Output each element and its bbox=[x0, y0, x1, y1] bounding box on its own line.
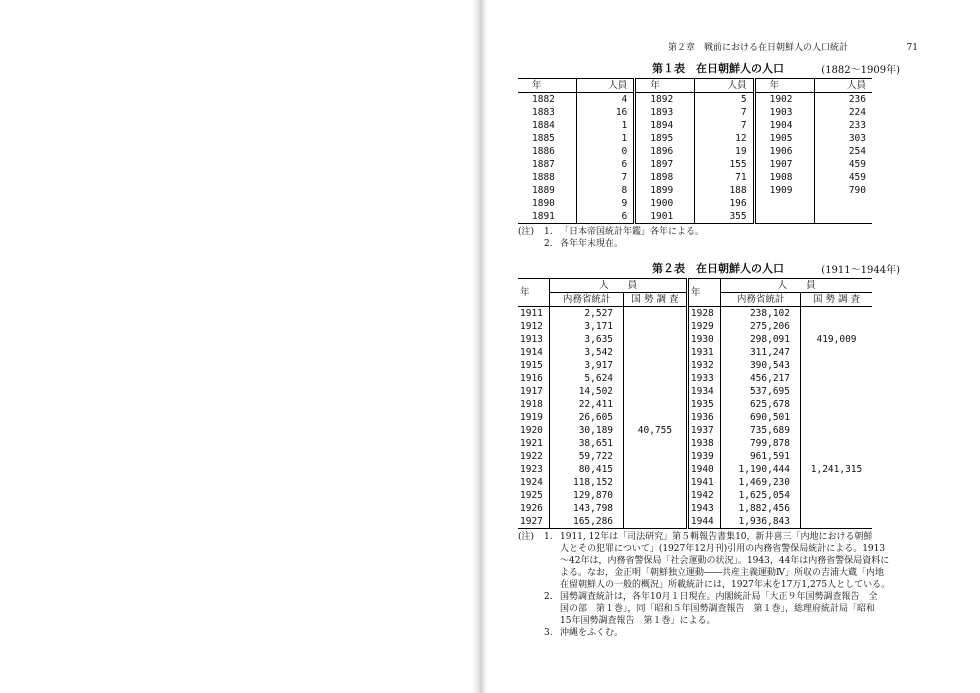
table2-title: 第２表 在日朝鮮人の人口 bbox=[652, 262, 784, 275]
home-ministry-cell: 1,882,456 bbox=[721, 502, 801, 515]
year-cell: 1886 bbox=[532, 146, 555, 157]
year-cell: 1898 bbox=[635, 171, 695, 184]
count-cell: 8 bbox=[577, 184, 635, 197]
home-ministry-cell: 1,190,444 bbox=[721, 463, 801, 476]
table-row bbox=[518, 119, 872, 132]
table1 bbox=[518, 78, 872, 224]
census-cell bbox=[801, 359, 873, 372]
table1-notes bbox=[518, 226, 918, 250]
home-ministry-cell: 799,878 bbox=[721, 437, 801, 450]
year-cell: 1913 bbox=[520, 334, 543, 345]
count-cell: 155 bbox=[695, 158, 754, 171]
table1-body bbox=[518, 93, 872, 224]
year-cell: 1929 bbox=[687, 320, 720, 333]
home-ministry-cell: 275,206 bbox=[721, 320, 801, 333]
table-row bbox=[518, 106, 872, 119]
census-cell bbox=[624, 437, 688, 450]
year-cell: 1916 bbox=[520, 373, 543, 384]
count-cell: 19 bbox=[695, 145, 754, 158]
census-cell bbox=[801, 515, 873, 529]
year-cell: 1889 bbox=[532, 185, 555, 196]
home-ministry-cell: 165,286 bbox=[550, 515, 624, 529]
table-row bbox=[518, 398, 872, 411]
table2-notes bbox=[518, 531, 918, 639]
note-text: 在留朝鮮人の一般的概況」所載統計には，1927年末を17万1,275人としている。 bbox=[560, 580, 891, 590]
home-ministry-cell: 80,415 bbox=[550, 463, 624, 476]
census-cell bbox=[801, 502, 873, 515]
year-cell: 1883 bbox=[532, 107, 555, 118]
table-row bbox=[518, 424, 872, 437]
table1-col-people: 人員 bbox=[814, 79, 872, 93]
table-row bbox=[518, 346, 872, 359]
note-number bbox=[544, 603, 560, 615]
count-cell: 6 bbox=[577, 158, 635, 171]
count-cell: 7 bbox=[695, 106, 754, 119]
count-cell: 0 bbox=[577, 145, 635, 158]
year-cell: 1896 bbox=[635, 145, 695, 158]
census-cell bbox=[801, 320, 873, 333]
count-cell: 5 bbox=[695, 93, 754, 107]
table2-year-range: (1911～1944年) bbox=[821, 265, 900, 276]
table-row bbox=[518, 93, 872, 107]
table2-note-line bbox=[518, 579, 918, 591]
year-cell: 1926 bbox=[520, 503, 543, 514]
note-text: 各年年末現在。 bbox=[560, 239, 624, 249]
note-text: 15年国勢調査報告 第１巻」による。 bbox=[560, 616, 716, 626]
table2-note-line bbox=[518, 567, 918, 579]
year-cell: 1933 bbox=[687, 372, 720, 385]
note-number: 1. bbox=[544, 532, 553, 542]
census-cell bbox=[624, 450, 688, 463]
year-cell: 1882 bbox=[532, 94, 555, 105]
year-cell: 1892 bbox=[635, 93, 695, 107]
count-cell: 196 bbox=[695, 197, 754, 210]
census-cell bbox=[624, 411, 688, 424]
census-cell bbox=[624, 320, 688, 333]
year-cell: 1919 bbox=[520, 412, 543, 423]
table-row bbox=[518, 333, 872, 346]
census-cell bbox=[624, 502, 688, 515]
year-cell: 1893 bbox=[635, 106, 695, 119]
table-row bbox=[518, 372, 872, 385]
home-ministry-cell: 38,651 bbox=[550, 437, 624, 450]
census-cell bbox=[624, 489, 688, 502]
census-cell bbox=[624, 463, 688, 476]
note-text: 人とその犯罪について」(1927年12月刊)引用の内務省警保局統計による。1913 bbox=[560, 544, 886, 554]
census-cell bbox=[624, 333, 688, 346]
census-cell bbox=[624, 346, 688, 359]
year-cell: 1921 bbox=[520, 438, 543, 449]
table-row bbox=[518, 145, 872, 158]
year-cell: 1941 bbox=[687, 476, 720, 489]
table1-header-row bbox=[518, 79, 872, 93]
home-ministry-cell: 625,678 bbox=[721, 398, 801, 411]
table2-col-year: 年 bbox=[687, 279, 720, 307]
count-cell: 188 bbox=[695, 184, 754, 197]
census-cell bbox=[801, 476, 873, 489]
year-cell: 1938 bbox=[687, 437, 720, 450]
table2-col-census: 国 勢 調 査 bbox=[624, 293, 688, 307]
year-cell: 1943 bbox=[687, 502, 720, 515]
count-cell: 7 bbox=[577, 171, 635, 184]
chapter-title: 第２章 戦前における在日朝鮮人の人口統計 bbox=[668, 43, 849, 53]
table2-note-line bbox=[518, 603, 918, 615]
year-cell: 1937 bbox=[687, 424, 720, 437]
home-ministry-cell: 690,501 bbox=[721, 411, 801, 424]
notes-label bbox=[518, 603, 544, 615]
count-cell: 9 bbox=[577, 197, 635, 210]
table-row bbox=[518, 515, 872, 529]
page-number: 71 bbox=[906, 43, 918, 53]
table-row bbox=[518, 450, 872, 463]
table2-col-home-ministry: 内務省統計 bbox=[721, 293, 801, 307]
table2-body bbox=[518, 307, 872, 529]
home-ministry-cell: 1,936,843 bbox=[721, 515, 801, 529]
home-ministry-cell: 456,217 bbox=[721, 372, 801, 385]
note-number: 1. bbox=[544, 227, 553, 237]
note-text: よる。なお，金正明「朝鮮独立運動――共産主義運動Ⅳ」所収の吉浦大蔵「内地 bbox=[560, 568, 884, 578]
notes-label bbox=[518, 615, 544, 627]
census-cell bbox=[801, 385, 873, 398]
table-row bbox=[518, 476, 872, 489]
table2-col-home-ministry: 内務省統計 bbox=[550, 293, 624, 307]
year-cell: 1939 bbox=[687, 450, 720, 463]
home-ministry-cell: 3,917 bbox=[550, 359, 624, 372]
notes-label: (注) bbox=[518, 227, 535, 237]
year-cell: 1931 bbox=[687, 346, 720, 359]
running-header bbox=[518, 40, 918, 60]
table2-col-people: 人 員 bbox=[550, 279, 688, 293]
year-cell: 1899 bbox=[635, 184, 695, 197]
table1-col-year: 年 bbox=[518, 79, 577, 93]
count-cell: 4 bbox=[577, 93, 635, 107]
table1-note bbox=[518, 238, 918, 250]
count-cell: 303 bbox=[814, 132, 872, 145]
census-cell bbox=[801, 307, 873, 321]
year-cell: 1936 bbox=[687, 411, 720, 424]
table1-col-year: 年 bbox=[754, 79, 814, 93]
census-cell bbox=[801, 346, 873, 359]
count-cell: 233 bbox=[814, 119, 872, 132]
year-cell: 1907 bbox=[754, 158, 814, 171]
year-cell: 1905 bbox=[754, 132, 814, 145]
year-cell: 1903 bbox=[754, 106, 814, 119]
year-cell: 1922 bbox=[520, 451, 543, 462]
home-ministry-cell: 3,171 bbox=[550, 320, 624, 333]
note-number: 3. bbox=[544, 628, 553, 638]
table2-note-line bbox=[518, 543, 918, 555]
census-cell bbox=[624, 398, 688, 411]
year-cell: 1914 bbox=[520, 347, 543, 358]
year-cell: 1885 bbox=[532, 133, 555, 144]
table2-note-line bbox=[518, 615, 918, 627]
count-cell: 12 bbox=[695, 132, 754, 145]
year-cell: 1920 bbox=[520, 425, 543, 436]
year-cell: 1934 bbox=[687, 385, 720, 398]
census-cell bbox=[801, 424, 873, 437]
census-cell bbox=[801, 372, 873, 385]
notes-label bbox=[518, 579, 544, 591]
note-number bbox=[544, 615, 560, 627]
home-ministry-cell: 118,152 bbox=[550, 476, 624, 489]
census-cell: 1,241,315 bbox=[801, 463, 873, 476]
table-row bbox=[518, 489, 872, 502]
year-cell: 1897 bbox=[635, 158, 695, 171]
table-row bbox=[518, 132, 872, 145]
census-cell bbox=[624, 515, 688, 529]
note-number: 2. bbox=[544, 239, 553, 249]
table-row bbox=[518, 210, 872, 224]
count-cell: 1 bbox=[577, 132, 635, 145]
year-cell: 1944 bbox=[687, 515, 720, 529]
table1-title: 第１表 在日朝鮮人の人口 bbox=[652, 62, 784, 75]
count-cell bbox=[814, 197, 872, 210]
home-ministry-cell: 735,689 bbox=[721, 424, 801, 437]
count-cell bbox=[814, 210, 872, 224]
year-cell: 1935 bbox=[687, 398, 720, 411]
count-cell: 1 bbox=[577, 119, 635, 132]
home-ministry-cell: 26,605 bbox=[550, 411, 624, 424]
census-cell: 419,009 bbox=[801, 333, 873, 346]
year-cell: 1928 bbox=[687, 307, 720, 321]
count-cell: 224 bbox=[814, 106, 872, 119]
note-text: 国の部 第１巻」，同「昭和５年国勢調査報告 第１巻」，総理府統計局「昭和 bbox=[560, 604, 876, 614]
census-cell bbox=[624, 476, 688, 489]
count-cell: 459 bbox=[814, 158, 872, 171]
year-cell: 1912 bbox=[520, 321, 543, 332]
notes-label bbox=[518, 627, 544, 639]
year-cell: 1940 bbox=[687, 463, 720, 476]
year-cell: 1924 bbox=[520, 477, 543, 488]
home-ministry-cell: 1,469,230 bbox=[721, 476, 801, 489]
table2-col-year: 年 bbox=[518, 279, 550, 307]
year-cell: 1895 bbox=[635, 132, 695, 145]
notes-label: (注) bbox=[518, 532, 535, 542]
table1-year-range: (1882～1909年) bbox=[821, 65, 900, 76]
table2-note-line bbox=[518, 591, 918, 603]
home-ministry-cell: 961,591 bbox=[721, 450, 801, 463]
note-number bbox=[544, 543, 560, 555]
year-cell: 1908 bbox=[754, 171, 814, 184]
home-ministry-cell: 30,189 bbox=[550, 424, 624, 437]
year-cell: 1915 bbox=[520, 360, 543, 371]
year-cell: 1932 bbox=[687, 359, 720, 372]
table-row bbox=[518, 158, 872, 171]
year-cell: 1902 bbox=[754, 93, 814, 107]
census-cell: 40,755 bbox=[624, 424, 688, 437]
census-cell bbox=[801, 437, 873, 450]
right-page bbox=[518, 40, 918, 639]
note-number bbox=[544, 567, 560, 579]
home-ministry-cell: 14,502 bbox=[550, 385, 624, 398]
year-cell bbox=[754, 210, 814, 224]
notes-label bbox=[518, 567, 544, 579]
home-ministry-cell: 143,798 bbox=[550, 502, 624, 515]
note-text: 1911, 12年は「司法研究」第５輯報告書集10，新井喜三「内地における朝鮮 bbox=[560, 532, 873, 542]
count-cell: 790 bbox=[814, 184, 872, 197]
table-row bbox=[518, 184, 872, 197]
year-cell: 1900 bbox=[635, 197, 695, 210]
year-cell: 1904 bbox=[754, 119, 814, 132]
home-ministry-cell: 3,635 bbox=[550, 333, 624, 346]
table-row bbox=[518, 320, 872, 333]
note-text: 国勢調査統計は，各年10月１日現在。内閣統計局「大正９年国勢調査報告 全 bbox=[560, 592, 878, 602]
year-cell: 1887 bbox=[532, 159, 555, 170]
home-ministry-cell: 129,870 bbox=[550, 489, 624, 502]
table1-col-people: 人員 bbox=[695, 79, 754, 93]
table-row bbox=[518, 197, 872, 210]
table2-title-row bbox=[518, 260, 918, 278]
year-cell: 1917 bbox=[520, 386, 543, 397]
year-cell: 1918 bbox=[520, 399, 543, 410]
census-cell bbox=[624, 372, 688, 385]
count-cell: 71 bbox=[695, 171, 754, 184]
note-number: 2. bbox=[544, 592, 553, 602]
note-text: 「日本帝国統計年鑑」各年による。 bbox=[560, 227, 705, 237]
year-cell: 1911 bbox=[520, 308, 543, 319]
count-cell: 355 bbox=[695, 210, 754, 224]
census-cell bbox=[801, 450, 873, 463]
table2-col-census: 国 勢 調 査 bbox=[801, 293, 873, 307]
year-cell: 1890 bbox=[532, 198, 555, 209]
home-ministry-cell: 298,091 bbox=[721, 333, 801, 346]
notes-label bbox=[518, 555, 544, 567]
year-cell: 1942 bbox=[687, 489, 720, 502]
home-ministry-cell: 1,625,054 bbox=[721, 489, 801, 502]
year-cell: 1884 bbox=[532, 120, 555, 131]
note-text: ～42年は，内務省警保局「社会運動の状況」。1943，44年は内務省警保局資料に bbox=[560, 556, 890, 566]
table2-note-line bbox=[518, 555, 918, 567]
note-number bbox=[544, 579, 560, 591]
table-row bbox=[518, 171, 872, 184]
table1-col-people: 人員 bbox=[577, 79, 635, 93]
home-ministry-cell: 390,543 bbox=[721, 359, 801, 372]
home-ministry-cell: 238,102 bbox=[721, 307, 801, 321]
year-cell bbox=[754, 197, 814, 210]
table-row bbox=[518, 359, 872, 372]
table2-header-row bbox=[518, 279, 872, 293]
count-cell: 7 bbox=[695, 119, 754, 132]
census-cell bbox=[624, 359, 688, 372]
home-ministry-cell: 2,527 bbox=[550, 307, 624, 321]
note-text: 沖縄をふくむ。 bbox=[560, 628, 624, 638]
book-spine-gutter bbox=[472, 0, 488, 693]
table-row bbox=[518, 411, 872, 424]
year-cell: 1927 bbox=[520, 516, 543, 527]
census-cell bbox=[624, 307, 688, 321]
census-cell bbox=[801, 411, 873, 424]
year-cell: 1909 bbox=[754, 184, 814, 197]
table1-note bbox=[518, 226, 918, 238]
table-row bbox=[518, 463, 872, 476]
count-cell: 459 bbox=[814, 171, 872, 184]
year-cell: 1906 bbox=[754, 145, 814, 158]
year-cell: 1888 bbox=[532, 172, 555, 183]
table-row bbox=[518, 385, 872, 398]
table2-note-line bbox=[518, 531, 918, 543]
census-cell bbox=[801, 489, 873, 502]
count-cell: 6 bbox=[577, 210, 635, 224]
year-cell: 1894 bbox=[635, 119, 695, 132]
note-number bbox=[544, 555, 560, 567]
notes-label bbox=[518, 543, 544, 555]
home-ministry-cell: 311,247 bbox=[721, 346, 801, 359]
table-row bbox=[518, 437, 872, 450]
count-cell: 16 bbox=[577, 106, 635, 119]
home-ministry-cell: 59,722 bbox=[550, 450, 624, 463]
home-ministry-cell: 5,624 bbox=[550, 372, 624, 385]
table-row bbox=[518, 502, 872, 515]
table1-col-year: 年 bbox=[635, 79, 695, 93]
year-cell: 1930 bbox=[687, 333, 720, 346]
table1-title-row bbox=[518, 60, 918, 78]
year-cell: 1891 bbox=[532, 211, 555, 222]
notes-label bbox=[518, 591, 544, 603]
table2-col-people: 人 員 bbox=[721, 279, 872, 293]
home-ministry-cell: 537,695 bbox=[721, 385, 801, 398]
census-cell bbox=[624, 385, 688, 398]
table2-note-line bbox=[518, 627, 918, 639]
table-row bbox=[518, 307, 872, 321]
year-cell: 1925 bbox=[520, 490, 543, 501]
table2 bbox=[518, 278, 872, 529]
year-cell: 1901 bbox=[635, 210, 695, 224]
home-ministry-cell: 22,411 bbox=[550, 398, 624, 411]
count-cell: 236 bbox=[814, 93, 872, 107]
census-cell bbox=[801, 398, 873, 411]
home-ministry-cell: 3,542 bbox=[550, 346, 624, 359]
year-cell: 1923 bbox=[520, 464, 543, 475]
count-cell: 254 bbox=[814, 145, 872, 158]
